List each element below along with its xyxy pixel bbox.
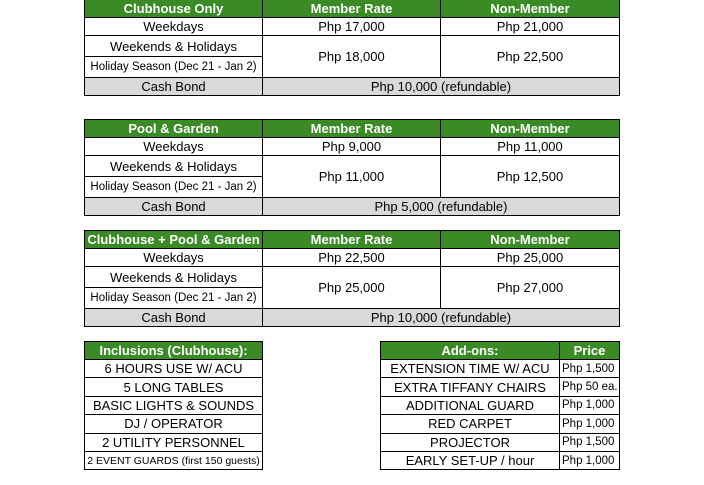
venue-header: Clubhouse Only [85,0,263,18]
weekdays-label: Weekdays [85,138,263,156]
list-item [85,433,263,451]
holiday-season-label: Holiday Season (Dec 21 - Jan 2) [85,177,263,198]
weekdays-label: Weekdays [85,18,263,36]
weekends-member: Php 25,000 [263,267,441,309]
table-row [381,451,620,469]
list-item [85,396,263,414]
addon-name: RED CARPET [381,415,560,433]
table-row [85,198,620,216]
non-member-header: Non-Member [441,231,620,249]
addon-price: Php 50 ea. [560,378,620,396]
venue-header: Pool & Garden [85,120,263,138]
weekends-non-member: Php 27,000 [441,267,620,309]
inclusion-item: 5 LONG TABLES [85,378,263,396]
addon-price: Php 1,500 [560,433,620,451]
list-item [85,415,263,433]
weekdays-member: Php 17,000 [263,18,441,36]
addon-name: EARLY SET-UP / hour [381,451,560,469]
inclusion-item: 6 HOURS USE W/ ACU [85,360,263,378]
list-item [85,360,263,378]
table-header-row [381,342,620,360]
weekends-label: Weekends & Holidays [85,156,263,177]
table-row [381,415,620,433]
addon-name: ADDITIONAL GUARD [381,396,560,414]
inclusion-item: 2 EVENT GUARDS (first 150 guests) [85,451,263,469]
table-row [85,78,620,96]
table-header-row [85,342,263,360]
inclusion-item: DJ / OPERATOR [85,415,263,433]
table-row [381,433,620,451]
table-row [381,360,620,378]
weekdays-non-member: Php 21,000 [441,18,620,36]
addon-price: Php 1,500 [560,360,620,378]
table-row [85,267,620,288]
inclusions-table [84,341,263,470]
cash-bond-label: Cash Bond [85,198,263,216]
list-item [85,451,263,469]
weekdays-non-member: Php 11,000 [441,138,620,156]
weekends-non-member: Php 12,500 [441,156,620,198]
addon-name: EXTENSION TIME W/ ACU [381,360,560,378]
table-row [381,378,620,396]
weekdays-label: Weekdays [85,249,263,267]
member-rate-header: Member Rate [263,0,441,18]
weekdays-non-member: Php 25,000 [441,249,620,267]
weekends-non-member: Php 22,500 [441,36,620,78]
venue-header: Clubhouse + Pool & Garden [85,231,263,249]
table-row [85,36,620,57]
table-row [85,156,620,177]
cash-bond-value: Php 10,000 (refundable) [263,309,620,327]
cash-bond-label: Cash Bond [85,309,263,327]
cash-bond-value: Php 10,000 (refundable) [263,78,620,96]
addons-table [380,341,620,470]
table-row [85,249,620,267]
weekends-member: Php 11,000 [263,156,441,198]
addon-name: EXTRA TIFFANY CHAIRS [381,378,560,396]
table-header-row [85,0,620,18]
pool-garden-rate-table [84,119,620,216]
weekends-member: Php 18,000 [263,36,441,78]
table-header-row [85,120,620,138]
cash-bond-label: Cash Bond [85,78,263,96]
table-header-row [85,231,620,249]
cash-bond-value: Php 5,000 (refundable) [263,198,620,216]
table-row [85,18,620,36]
clubhouse-only-rate-table [84,0,620,96]
table-row [85,309,620,327]
weekdays-member: Php 9,000 [263,138,441,156]
addon-name: PROJECTOR [381,433,560,451]
addon-price: Php 1,000 [560,451,620,469]
non-member-header: Non-Member [441,120,620,138]
member-rate-header: Member Rate [263,120,441,138]
price-header: Price [560,342,620,360]
weekends-label: Weekends & Holidays [85,36,263,57]
weekends-label: Weekends & Holidays [85,267,263,288]
addon-price: Php 1,000 [560,415,620,433]
addons-header: Add-ons: [381,342,560,360]
inclusions-header: Inclusions (Clubhouse): [85,342,263,360]
addon-price: Php 1,000 [560,396,620,414]
clubhouse-pool-garden-rate-table [84,230,620,327]
member-rate-header: Member Rate [263,231,441,249]
non-member-header: Non-Member [441,0,620,18]
table-row [85,138,620,156]
inclusion-item: 2 UTILITY PERSONNEL [85,433,263,451]
holiday-season-label: Holiday Season (Dec 21 - Jan 2) [85,288,263,309]
list-item [85,378,263,396]
weekdays-member: Php 22,500 [263,249,441,267]
inclusion-item: BASIC LIGHTS & SOUNDS [85,396,263,414]
table-row [381,396,620,414]
holiday-season-label: Holiday Season (Dec 21 - Jan 2) [85,57,263,78]
